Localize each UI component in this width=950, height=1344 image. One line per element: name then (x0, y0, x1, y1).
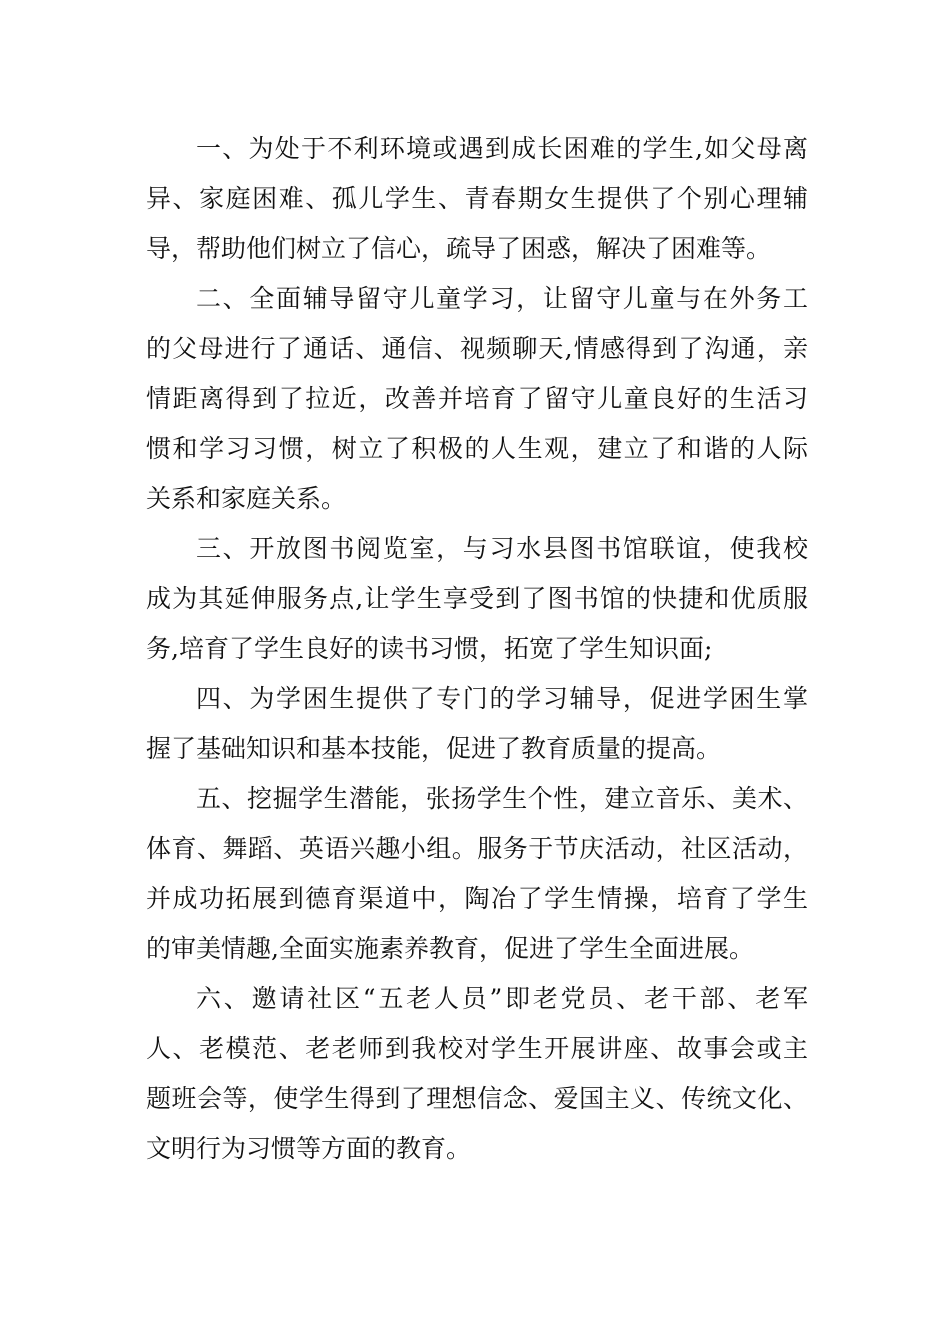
paragraph-line: 题班会等，使学生得到了理想信念、爱国主义、传统文化、 (146, 1084, 808, 1113)
paragraph-5 (146, 774, 808, 974)
paragraph-line: 四、为学困生提供了专门的学习辅导，促进学困生掌 (196, 684, 808, 713)
paragraph-line: 六、邀请社区“五老人员”即老党员、老干部、老军 (196, 984, 808, 1013)
paragraph-line: 三、开放图书阅览室，与习水县图书馆联谊，使我校 (196, 534, 808, 563)
paragraph-line: 的审美情趣,全面实施素养教育，促进了学生全面进展。 (146, 934, 754, 963)
paragraph-line: 情距离得到了拉近，改善并培育了留守儿童良好的生活习 (146, 384, 808, 413)
paragraph-line: 握了基础知识和基本技能，促进了教育质量的提高。 (146, 734, 722, 763)
paragraph-line: 成为其延伸服务点,让学生享受到了图书馆的快捷和优质服 (146, 584, 808, 613)
paragraph-1 (146, 124, 808, 274)
paragraph-line: 惯和学习习惯，树立了积极的人生观，建立了和谐的人际 (146, 434, 808, 463)
paragraph-4 (146, 674, 808, 774)
paragraph-line: 的父母进行了通话、通信、视频聊天,情感得到了沟通，亲 (146, 334, 808, 363)
paragraph-line: 二、全面辅导留守儿童学习，让留守儿童与在外务工 (196, 284, 808, 313)
paragraph-line: 人、老模范、老老师到我校对学生开展讲座、故事会或主 (146, 1034, 808, 1063)
paragraph-line: 一、为处于不利环境或遇到成长困难的学生,如父母离 (196, 134, 808, 163)
paragraph-line: 文明行为习惯等方面的教育。 (146, 1134, 472, 1163)
paragraph-6 (146, 974, 808, 1174)
paragraph-2 (146, 274, 808, 524)
paragraph-line: 务,培育了学生良好的读书习惯，拓宽了学生知识面; (146, 634, 713, 663)
paragraph-line: 五、挖掘学生潜能，张扬学生个性，建立音乐、美术、 (196, 784, 808, 813)
paragraph-3 (146, 524, 808, 674)
paragraph-line: 导，帮助他们树立了信心，疏导了困惑，解决了困难等。 (146, 234, 772, 263)
document-body (146, 124, 808, 1174)
paragraph-line: 关系和家庭关系。 (146, 484, 347, 513)
paragraph-line: 并成功拓展到德育渠道中，陶冶了学生情操，培育了学生 (146, 884, 808, 913)
paragraph-line: 体育、舞蹈、英语兴趣小组。服务于节庆活动，社区活动， (146, 834, 808, 863)
paragraph-line: 异、家庭困难、孤儿学生、青春期女生提供了个别心理辅 (146, 184, 808, 213)
